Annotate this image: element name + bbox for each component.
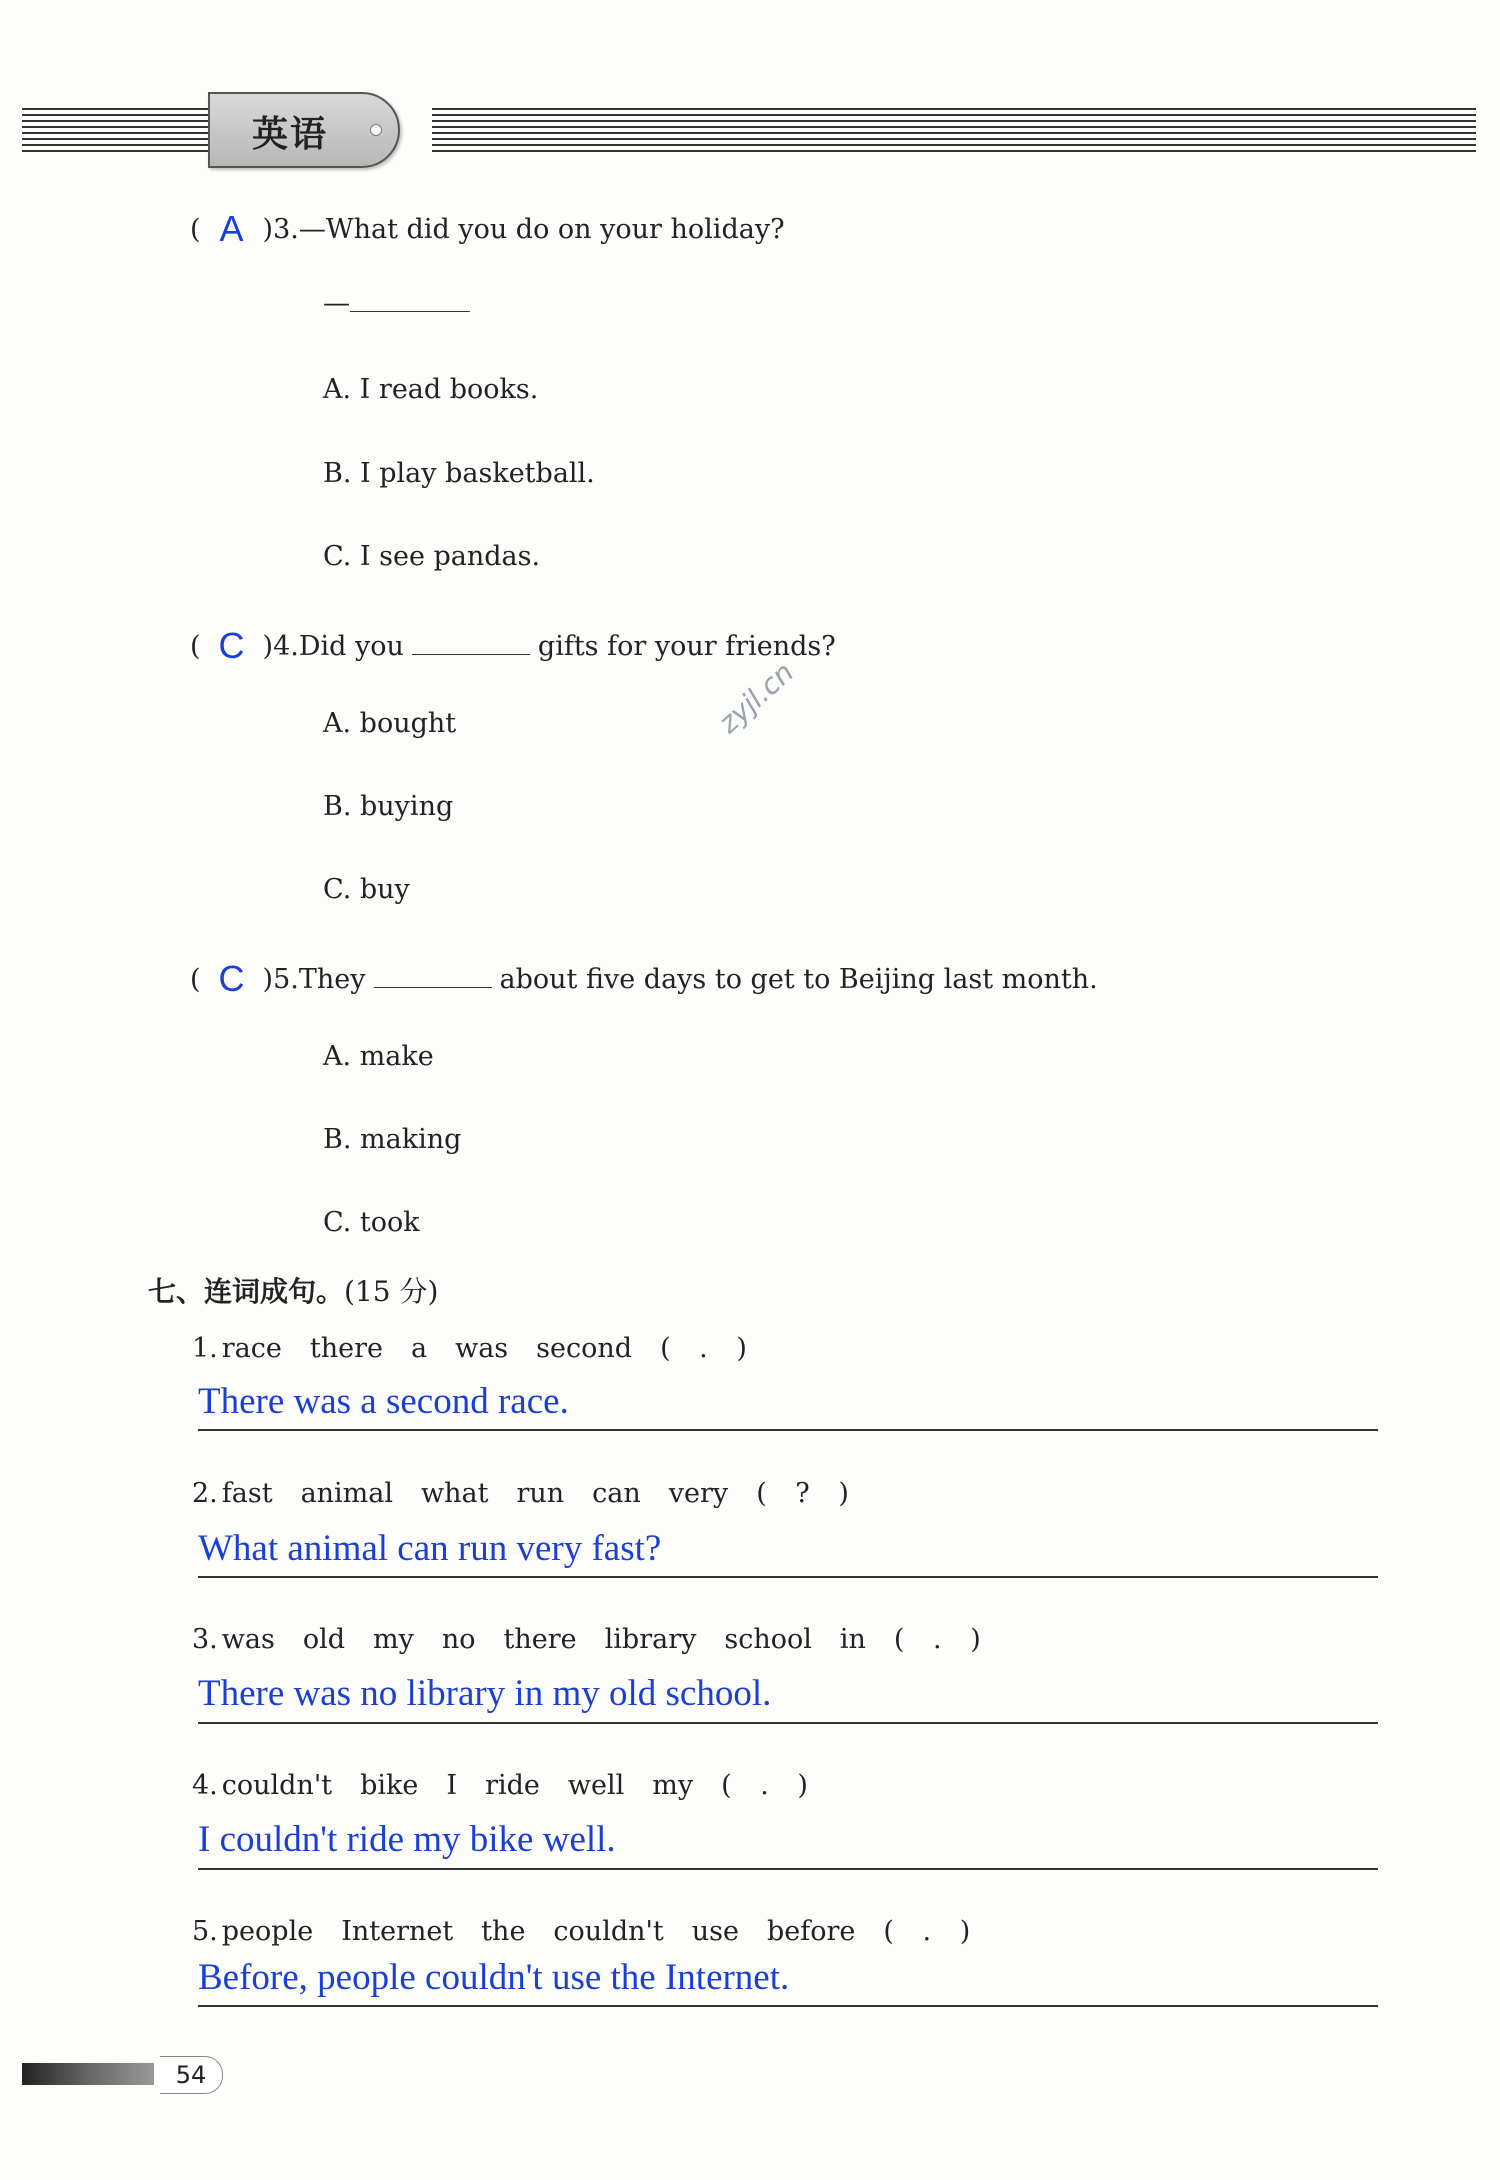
question-number: 4. <box>273 631 299 662</box>
question-number: 3. <box>273 214 299 245</box>
option: C. took <box>323 1207 420 1238</box>
written-answer-5: Before, people couldn't use the Internet. <box>198 1957 790 1998</box>
written-answer-1: There was a second race. <box>198 1381 569 1422</box>
header-rule-right <box>432 108 1476 152</box>
answer-mark: C <box>218 625 245 666</box>
fill-blank <box>412 634 530 655</box>
subject-tab <box>208 92 400 168</box>
answer-line <box>198 2005 1378 2007</box>
answer-line <box>198 1722 1378 1724</box>
question-stem-before: They <box>298 964 366 995</box>
question-stem-before: Did you <box>298 631 404 662</box>
question-3: ( A )3.—What did you do on your holiday? <box>190 208 785 249</box>
question-4: ( C )4.Did you gifts for your friends? <box>190 625 836 666</box>
written-answer-3: There was no library in my old school. <box>198 1673 772 1714</box>
question-number: 5. <box>273 964 299 995</box>
option: B. buying <box>323 791 454 822</box>
scrambled-words-1: 1. race there a was second ( . ) <box>192 1333 747 1364</box>
answer-line <box>198 1868 1378 1870</box>
section-points: (15 分) <box>344 1275 439 1308</box>
reply-line: — <box>323 288 470 319</box>
answer-mark: C <box>218 958 245 999</box>
header-rule-left <box>22 108 222 152</box>
option: B. I play basketball. <box>323 458 595 489</box>
answer-line <box>198 1429 1378 1431</box>
subject-label: 英语 <box>252 114 329 155</box>
option: A. bought <box>323 708 457 739</box>
answer-mark: A <box>219 208 244 249</box>
question-5: ( C )5.They about five days to get to Beijing last month. <box>190 958 1098 999</box>
scrambled-words-5: 5. people Internet the couldn't use before ( . ) <box>192 1916 971 1947</box>
written-answer-4: I couldn't ride my bike well. <box>198 1819 616 1860</box>
fill-blank <box>374 967 492 988</box>
option: A. I read books. <box>323 374 539 405</box>
reply-blank <box>350 291 470 312</box>
option: C. I see pandas. <box>323 541 541 572</box>
tab-dot-icon <box>370 124 382 136</box>
option: B. making <box>323 1124 462 1155</box>
scrambled-words-4: 4. couldn't bike I ride well my ( . ) <box>192 1770 808 1801</box>
watermark: zyjl.cn <box>712 655 801 740</box>
page-number: 54 <box>160 2056 223 2094</box>
footer-bar <box>22 2063 154 2085</box>
option: C. buy <box>323 874 410 905</box>
question-stem-after: about five days to get to Beijing last month. <box>499 964 1098 995</box>
scrambled-words-3: 3. was old my no there library school in ( . ) <box>192 1624 981 1655</box>
question-stem-after: gifts for your friends? <box>537 631 836 662</box>
question-stem: —What did you do on your holiday? <box>298 214 785 245</box>
answer-line <box>198 1576 1378 1578</box>
section-title: 七、连词成句。(15 分) <box>148 1275 439 1308</box>
scrambled-words-2: 2. fast animal what run can very ( ? ) <box>192 1478 849 1509</box>
option: A. make <box>323 1041 434 1072</box>
written-answer-2: What animal can run very fast? <box>198 1528 662 1569</box>
